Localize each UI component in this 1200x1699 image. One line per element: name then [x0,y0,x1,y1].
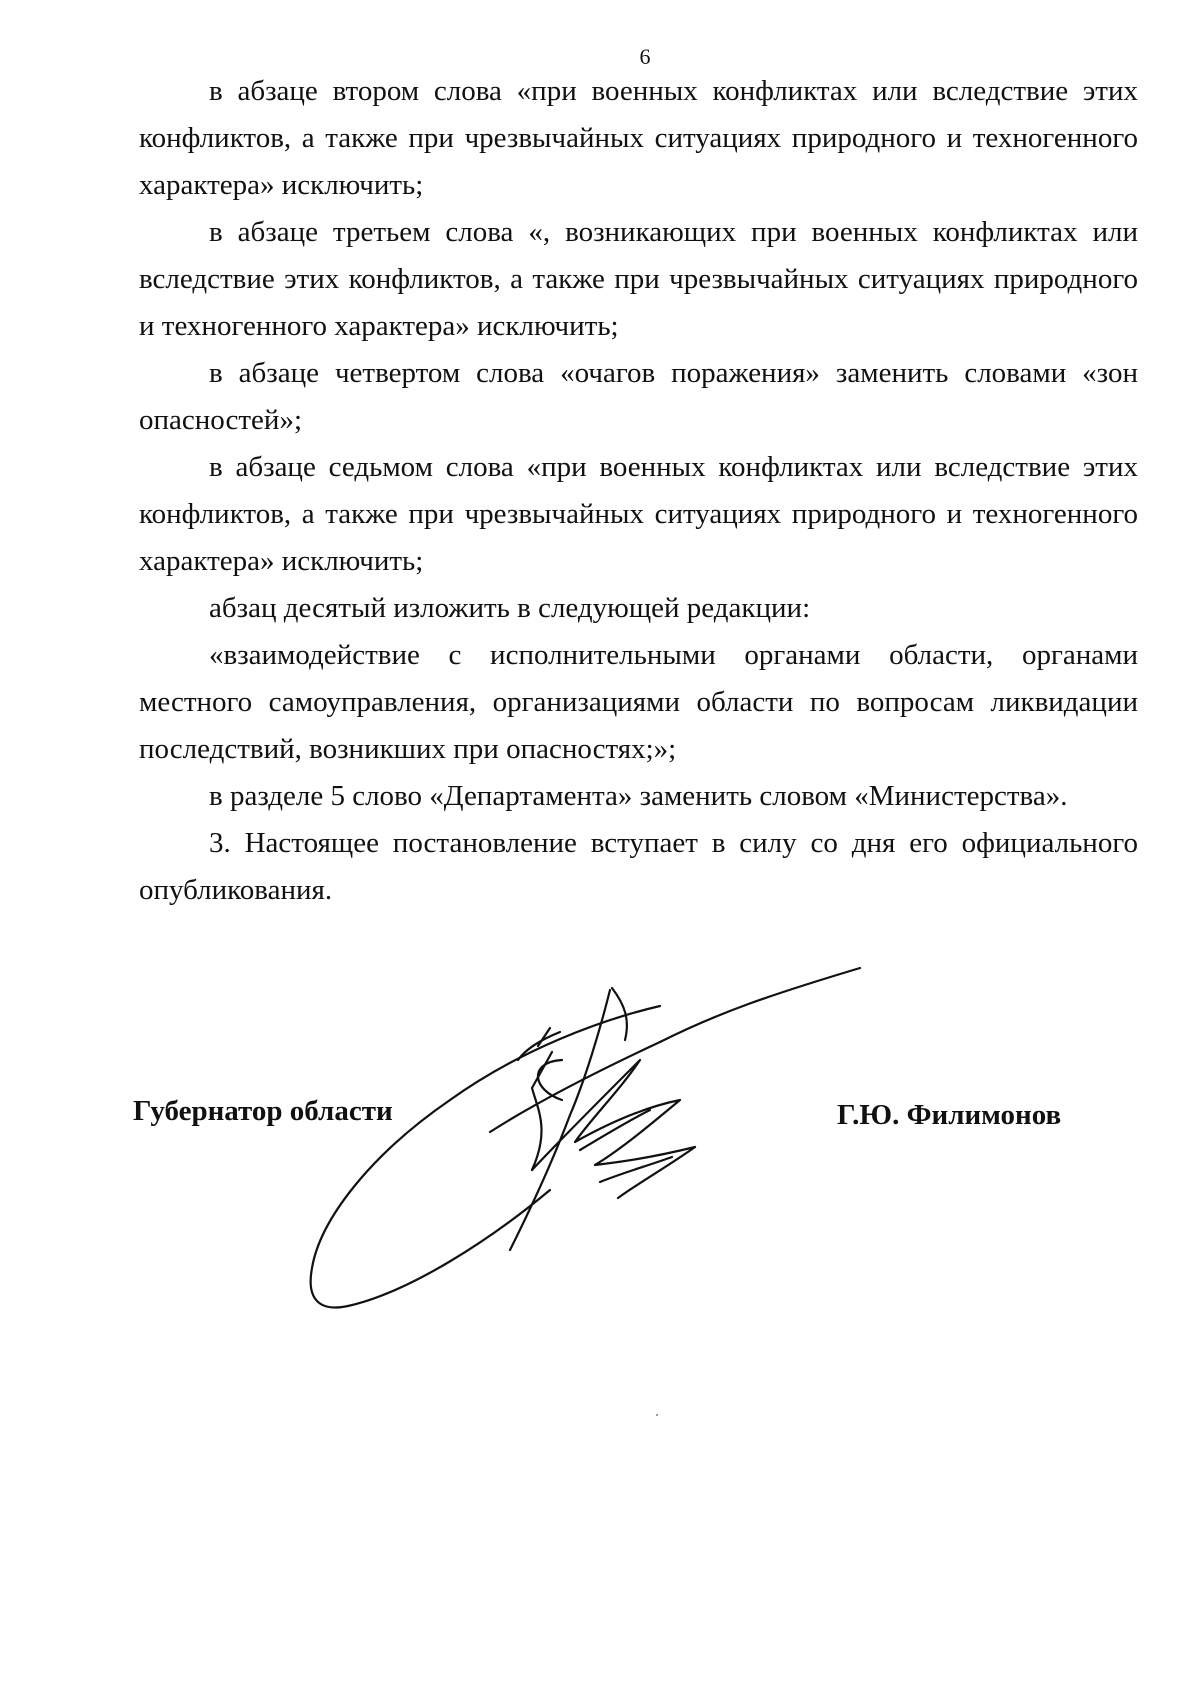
paragraph-4: в абзаце седьмом слова «при военных конфликтах или вследствие этих конфликтов, а также при чрезвычайных ситуациях природного и техногенного характера» исключить; [139,451,1138,577]
paragraph-1: в абзаце втором слова «при военных конфликтах или вследствие этих конфликтов, а также при чрезвычайных ситуациях природного и техногенного характера» исключить; [139,75,1138,201]
signatory-title: Губернатор области [133,1095,393,1127]
paragraph-7: в разделе 5 слово «Департамента» заменить словом «Министерства». [209,780,1068,812]
paragraph-3: в абзаце четвертом слова «очагов поражения» заменить словами «зон опасностей»; [139,357,1138,436]
page-number: 6 [639,44,651,69]
scan-speck [656,1414,658,1416]
paragraph-6: «взаимодействие с исполнительными органами области, органами местного самоуправления, организациями области по вопросам ликвидации последствий, возникших при опасностях;»; [139,639,1138,765]
handwritten-signature [300,950,880,1330]
paragraph-2: в абзаце третьем слова «, возникающих при военных конфликтах или вследствие этих конфликтов, а также при чрезвычайных ситуациях природного и техногенного характера» исключить; [139,216,1138,342]
paragraph-5: абзац десятый изложить в следующей редакции: [209,592,811,624]
signatory-name: Г.Ю. Филимонов [837,1099,1062,1131]
paragraph-8: 3. Настоящее постановление вступает в силу со дня его официального опубликования. [139,827,1138,906]
